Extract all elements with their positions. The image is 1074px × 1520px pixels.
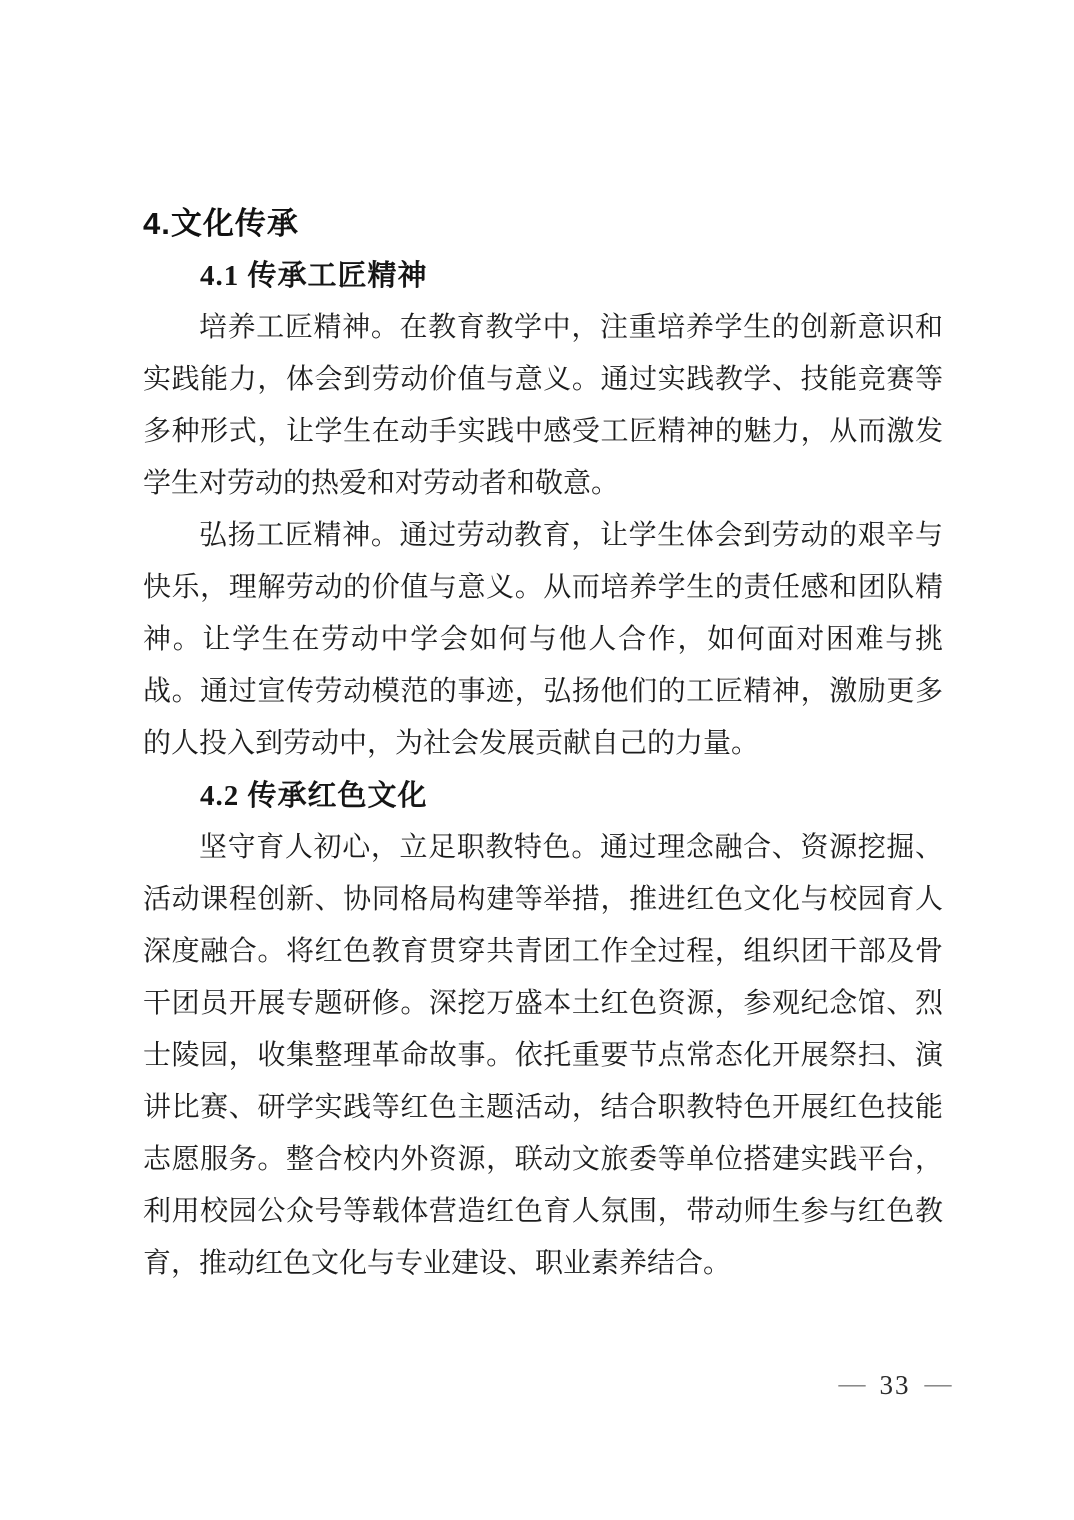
paragraph-promote-craftsman-spirit: 弘扬工匠精神。通过劳动教育，让学生体会到劳动的艰辛与快乐，理解劳动的价值与意义。从而培养学生的责任感和团队精神。让学生在劳动中学会如何与他人合作，如何面对困难与挑战。通过宣传劳动模范的事迹，弘扬他们的工匠精神，激励更多的人投入到劳动中，为社会发展贡献自己的力量。 xyxy=(143,520,943,759)
paragraph-cultivate-craftsman-spirit: 培养工匠精神。在教育教学中，注重培养学生的创新意识和实践能力，体会到劳动价值与意义。通过实践教学、技能竞赛等多种形式，让学生在动手实践中感受工匠精神的魅力，从而激发学生对劳动的热爱和对劳动者和敬意。 xyxy=(143,312,943,499)
paragraph-red-culture: 坚守育人初心，立足职教特色。通过理念融合、资源挖掘、活动课程创新、协同格局构建等举措，推进红色文化与校园育人深度融合。将红色教育贯穿共青团工作全过程，组织团干部及骨干团员开展专题研修。深挖万盛本土红色资源，参观纪念馆、烈士陵园，收集整理革命故事。依托重要节点常态化开展祭扫、演讲比赛、研学实践等红色主题活动，结合职教特色开展红色技能志愿服务。整合校内外资源，联动文旅委等单位搭建实践平台，利用校园公众号等载体营造红色育人氛围，带动师生参与红色教育，推动红色文化与专业建设、职业素养结合。 xyxy=(143,832,943,1279)
document-content xyxy=(143,198,943,1290)
chapter-heading: 4.文化传承 xyxy=(143,206,299,241)
page-number-footer xyxy=(760,1370,1030,1400)
section-title-4-1: 4.1 传承工匠精神 xyxy=(200,260,428,292)
footer-dash-left: — xyxy=(838,1368,866,1398)
section-title-4-2: 4.2 传承红色文化 xyxy=(200,780,428,812)
page-number-value: 33 xyxy=(879,1370,911,1400)
footer-dash-right: — xyxy=(924,1368,952,1398)
